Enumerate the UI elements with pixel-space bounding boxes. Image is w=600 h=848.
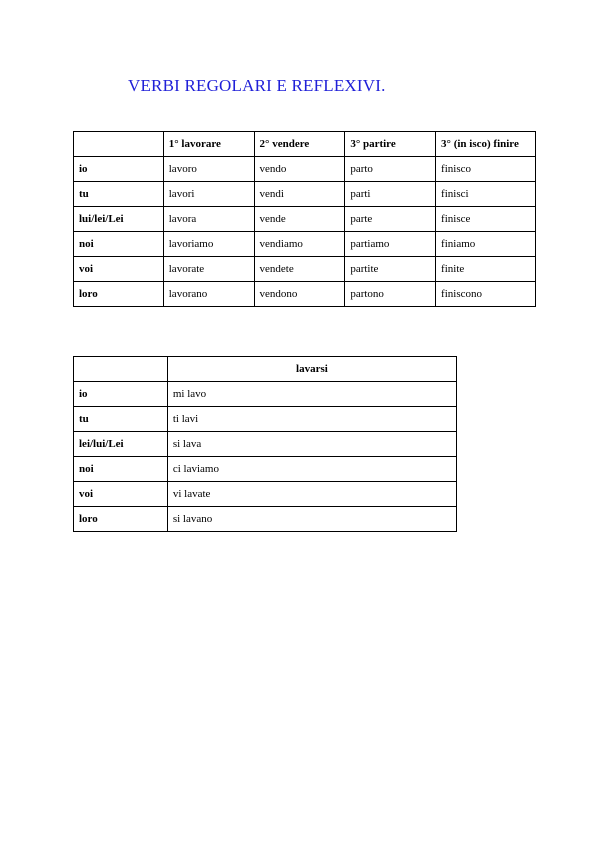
pronoun-cell: voi [74,482,168,507]
header-cell-lavarsi: lavarsi [167,357,456,382]
table-row [74,382,457,407]
table-header-row [74,132,536,157]
pronoun-cell: tu [74,182,164,207]
table-cell: parto [345,157,436,182]
table-row [74,257,536,282]
pronoun-cell: tu [74,407,168,432]
table-row [74,282,536,307]
table-cell: finisce [436,207,536,232]
table-row [74,457,457,482]
table-row [74,407,457,432]
table-cell: finisco [436,157,536,182]
table-cell: ti lavi [167,407,456,432]
table-header-row [74,357,457,382]
table-cell: partiamo [345,232,436,257]
table-row [74,432,457,457]
pronoun-cell: noi [74,457,168,482]
regular-verbs-table [73,131,536,307]
table-cell: finiscono [436,282,536,307]
table-cell: lavorate [163,257,254,282]
pronoun-cell: io [74,157,164,182]
header-cell-finire: 3° (in isco) finire [436,132,536,157]
pronoun-cell: io [74,382,168,407]
table-cell: mi lavo [167,382,456,407]
table-cell: vendiamo [254,232,345,257]
table-cell: si lava [167,432,456,457]
table-cell: lavori [163,182,254,207]
table-cell: lavoriamo [163,232,254,257]
table-cell: finisci [436,182,536,207]
table-cell: vendo [254,157,345,182]
table-row [74,182,536,207]
table-row [74,157,536,182]
pronoun-cell: voi [74,257,164,282]
pronoun-cell: lei/lui/Lei [74,432,168,457]
table-cell: lavora [163,207,254,232]
table-cell: parte [345,207,436,232]
table-cell: ci laviamo [167,457,456,482]
table-cell: si lavano [167,507,456,532]
table-row [74,207,536,232]
table-cell: finite [436,257,536,282]
table-cell: vi lavate [167,482,456,507]
page-title: VERBI REGOLARI E REFLEXIVI. [128,76,386,95]
header-cell-empty [74,132,164,157]
header-cell-empty [74,357,168,382]
table-cell: lavoro [163,157,254,182]
table-cell: lavorano [163,282,254,307]
pronoun-cell: loro [74,282,164,307]
table-cell: vendete [254,257,345,282]
header-cell-lavorare: 1° lavorare [163,132,254,157]
pronoun-cell: noi [74,232,164,257]
pronoun-cell: lui/lei/Lei [74,207,164,232]
header-cell-vendere: 2° vendere [254,132,345,157]
table-cell: finiamo [436,232,536,257]
table-cell: vende [254,207,345,232]
table-cell: partono [345,282,436,307]
table-cell: vendi [254,182,345,207]
table-cell: vendono [254,282,345,307]
table-row [74,232,536,257]
pronoun-cell: loro [74,507,168,532]
header-cell-partire: 3° partire [345,132,436,157]
table-cell: parti [345,182,436,207]
table-row [74,507,457,532]
table-cell: partite [345,257,436,282]
table-row [74,482,457,507]
reflexive-verb-table [73,356,457,532]
